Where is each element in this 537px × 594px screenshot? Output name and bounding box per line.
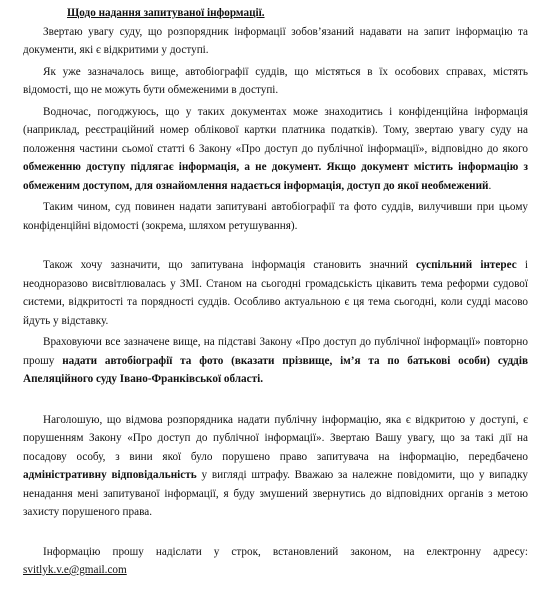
paragraph-3-bold: обмеженню доступу підлягає інформація, а не документ. Якщо документ містить інформацію з обмеженим доступом, для ознайомлення надається інформація, доступ до якої необмежений: [23, 161, 528, 192]
section-heading: Щодо надання запитуваної інформації.: [67, 7, 265, 19]
paragraph-5: [23, 256, 528, 330]
paragraph-4: Таким чином, суд повинен надати запитувані автобіографії та фото суддів, вилучивши при цьому конфіденційні відомості (зокрема, шляхом ретушування).: [23, 201, 528, 232]
paragraph-6-text: Враховуючи все зазначене вище, на підставі Закону «Про доступ до публічної інформації» повторно прошу: [23, 336, 528, 367]
paragraph-3: [23, 103, 528, 196]
paragraph-7-text: Наголошую, що відмова розпорядника надати публічну інформацію, яка є відкритою у доступі, є порушенням Закону «Про доступ до публічної інформації». Звертаю Вашу увагу, що за такі дії на посадову особу, з вини якої було порушено право запитувача на інформацію, передбачено: [23, 413, 528, 463]
paragraph-2: Як уже зазначалось вище, автобіографії суддів, що містяться в їх особових справах, містять відомості, що не можуть бути обмеженими в доступі.: [23, 65, 528, 96]
email-link[interactable]: svitlyk.v.e@gmail.com: [23, 564, 127, 576]
paragraph-7-end: у вигляді штрафу. Вважаю за належне повідомити, що у випадку ненадання мені запитуваної інформації, я буду змушений звернутись до відповідних органів з метою захисту порушеного права.: [23, 469, 528, 518]
blank-line: [23, 525, 528, 543]
paragraph-6-bold: надати автобіографії та фото (вказати прізвище, ім’я та по батькові особи) суддів Апеляційного суду Івано-Франківської області.: [23, 354, 528, 385]
paragraph-7-bold: адміністративну відповідальність: [23, 469, 197, 481]
paragraph-6: [23, 333, 528, 389]
paragraph-5-end: і неодноразово висвітлювалась у ЗМІ. Станом на сьогодні громадськість цікавить тема реформи судової системи, відкритості та порядності суддів. Особливо актуальною є ця тема сьогодні, коли судді масово йдуть у відставку.: [23, 259, 528, 327]
paragraph-7: [23, 411, 528, 522]
paragraph-8: [23, 543, 528, 580]
paragraph-5-bold: суспільний інтерес: [416, 259, 517, 271]
paragraph-3-text: Водночас, погоджуюсь, що у таких документах може знаходитись і конфіденційна інформація (наприклад, реєстраційний номер облікової картки платника податків). Тому, звертаю увагу суду на положення частини сьомої статті 6 Закону «Про доступ до публічної інформації», відповідно до якого: [23, 105, 528, 155]
blank-line: [23, 238, 528, 256]
blank-line: [23, 392, 528, 411]
paragraph-3-end: .: [488, 179, 492, 192]
paragraph-1: Звертаю увагу суду, що розпорядник інформації зобов’язаний надавати на запит інформацію та документи, які є відкритими у доступі.: [23, 25, 528, 56]
paragraph-5-text: Також хочу зазначити, що запитувана інформація становить значний: [43, 259, 417, 271]
paragraph-8-text: Інформацію прошу надіслати у строк, встановлений законом, на електронну адресу:: [43, 545, 528, 558]
